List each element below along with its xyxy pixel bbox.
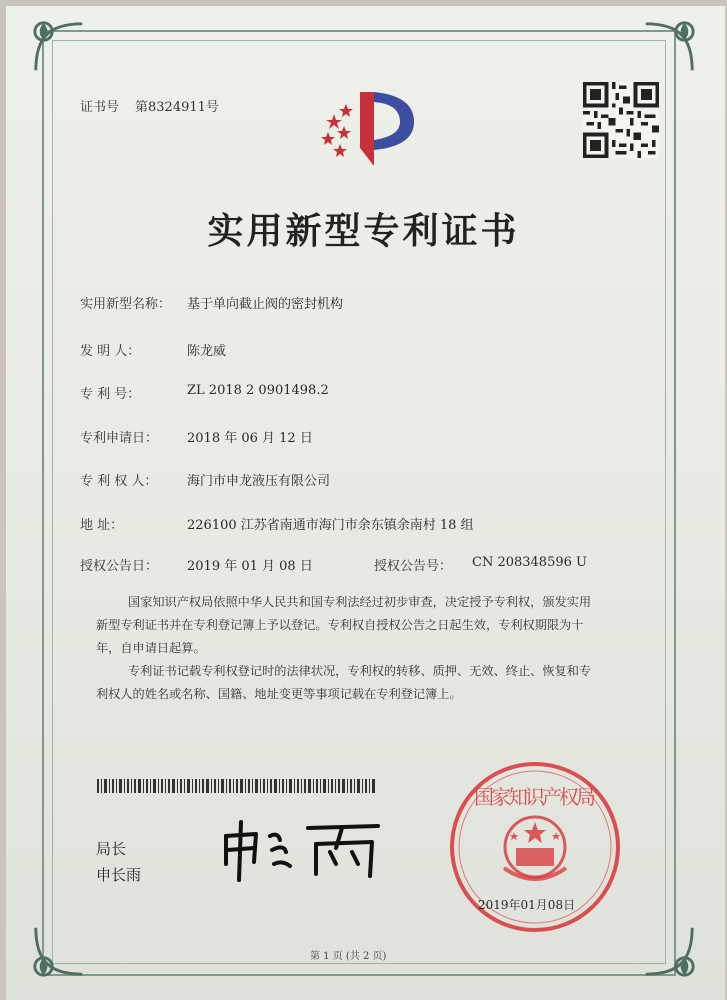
cnipa-logo-icon — [314, 88, 424, 172]
grant-date-label: 授权公告日： — [80, 559, 159, 574]
grant-date-value: 2019 年 01 月 08 日 — [187, 559, 313, 574]
patent-number-value: ZL 2018 2 0901498.2 — [187, 383, 329, 398]
patent-number-label: 专 利 号： — [80, 387, 141, 402]
corner-ornament-icon — [30, 18, 88, 76]
filing-date-label: 专利申请日： — [80, 431, 159, 446]
barcode-strip — [97, 779, 377, 793]
director-title: 局长 — [96, 840, 127, 858]
utility-model-name-label: 实用新型名称： — [80, 297, 172, 312]
grant-number-value: CN 208348596 U — [472, 555, 587, 570]
cert-number-label: 证书号 — [80, 100, 120, 115]
cert-number-value: 第8324911号 — [135, 100, 219, 115]
body-paragraph-line: 年，自申请日起算。 — [96, 641, 206, 655]
certificate-title: 实用新型专利证书 — [207, 210, 520, 252]
seal-date: 2019年01月08日 — [478, 898, 576, 912]
qr-code-icon — [583, 82, 659, 158]
page-indicator: 第 1 页 (共 2 页) — [310, 951, 387, 962]
patentee-label: 专 利 权 人： — [80, 474, 158, 489]
inventor-label: 发 明 人： — [80, 344, 141, 359]
inventor-value: 陈龙威 — [187, 344, 227, 359]
utility-model-name-value: 基于单向截止阀的密封机构 — [187, 297, 344, 312]
director-signature — [208, 814, 398, 884]
address-value: 226100 江苏省南通市海门市余东镇余南村 18 组 — [187, 518, 474, 533]
director-name: 申长雨 — [96, 866, 142, 884]
body-paragraph-line: 新型专利证书并在专利登记簿上予以登记。专利权自授权公告之日起生效，专利权期限为十 — [96, 618, 584, 632]
body-paragraph-line: 国家知识产权局依照中华人民共和国专利法经过初步审查，决定授予专利权，颁发实用 — [128, 595, 592, 609]
seal-text: 国家知识产权局 — [474, 785, 596, 809]
corner-ornament-icon — [30, 922, 88, 980]
address-label: 地 址： — [80, 518, 124, 533]
corner-ornament-icon — [640, 922, 698, 980]
patentee-value: 海门市申龙液压有限公司 — [187, 474, 331, 489]
body-paragraph-line: 利权人的姓名或名称、国籍、地址变更等事项记载在专利登记簿上。 — [96, 687, 462, 701]
filing-date-value: 2018 年 06 月 12 日 — [187, 431, 313, 446]
body-paragraph-line: 专利证书记载专利权登记时的法律状况，专利权的转移、质押、无效、终止、恢复和专 — [128, 664, 592, 678]
grant-number-label: 授权公告号： — [374, 559, 453, 574]
corner-ornament-icon — [640, 18, 698, 76]
